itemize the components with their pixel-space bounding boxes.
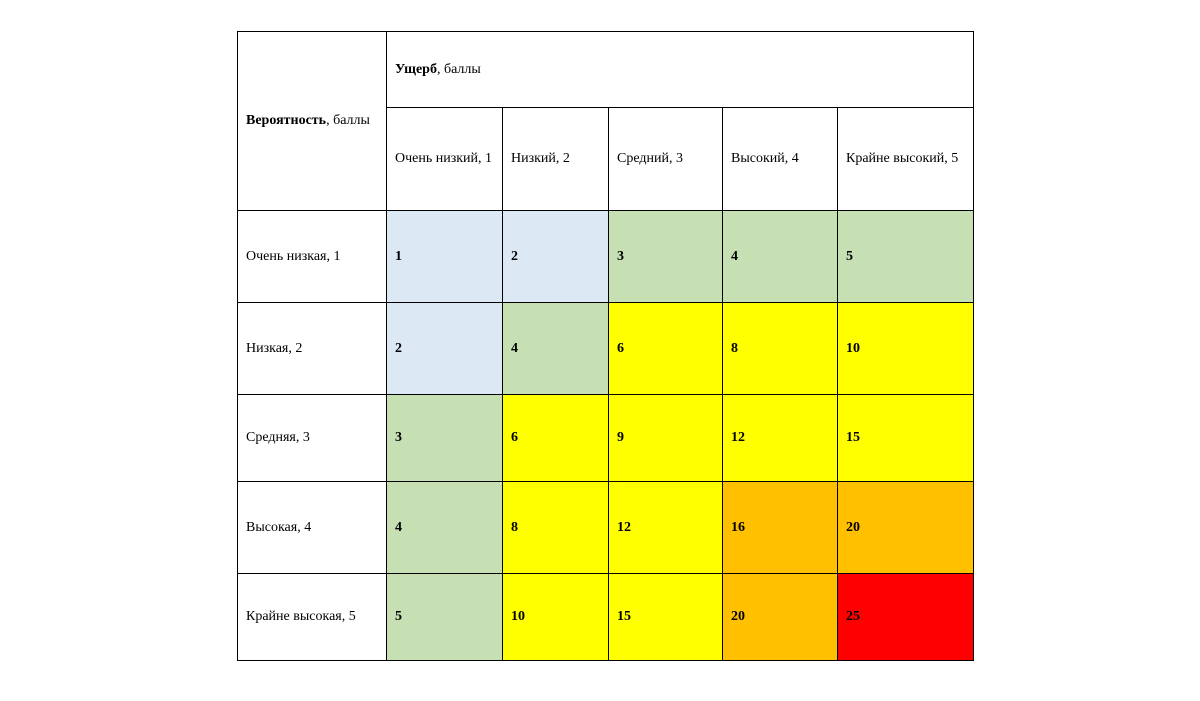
- risk-score-cell: 10: [503, 574, 609, 661]
- risk-score-cell: 4: [503, 303, 609, 395]
- probability-header: [238, 32, 387, 211]
- probability-label: Крайне высокая, 5: [238, 574, 387, 661]
- risk-score-cell: 25: [838, 574, 974, 661]
- table-row: [238, 574, 974, 661]
- risk-score-cell: 15: [838, 395, 974, 482]
- risk-score-cell: 3: [609, 211, 723, 303]
- risk-score-cell: 5: [838, 211, 974, 303]
- risk-score-cell: 1: [387, 211, 503, 303]
- table-row: [238, 482, 974, 574]
- risk-score-cell: 2: [387, 303, 503, 395]
- probability-header-units: , баллы: [326, 113, 370, 128]
- table-row: [238, 211, 974, 303]
- damage-level-header: Очень низкий, 1: [387, 108, 503, 211]
- risk-score-cell: 2: [503, 211, 609, 303]
- damage-header-units: , баллы: [436, 61, 481, 77]
- probability-label: Средняя, 3: [238, 395, 387, 482]
- probability-label: Высокая, 4: [238, 482, 387, 574]
- damage-level-header: Низкий, 2: [503, 108, 609, 211]
- risk-score-cell: 9: [609, 395, 723, 482]
- risk-score-cell: 4: [387, 482, 503, 574]
- risk-score-cell: 12: [723, 395, 838, 482]
- damage-level-header: Высокий, 4: [723, 108, 838, 211]
- damage-level-header: Крайне высокий, 5: [838, 108, 974, 211]
- probability-label: Очень низкая, 1: [238, 211, 387, 303]
- risk-score-cell: 4: [723, 211, 838, 303]
- risk-score-cell: 20: [838, 482, 974, 574]
- risk-score-cell: 8: [723, 303, 838, 395]
- table-row: [238, 395, 974, 482]
- risk-score-cell: 3: [387, 395, 503, 482]
- risk-score-cell: 12: [609, 482, 723, 574]
- damage-header: [387, 32, 974, 108]
- header-row: [238, 32, 974, 108]
- risk-score-cell: 16: [723, 482, 838, 574]
- risk-score-cell: 8: [503, 482, 609, 574]
- risk-score-cell: 6: [609, 303, 723, 395]
- damage-header-bold: Ущерб: [395, 61, 437, 77]
- table-row: [238, 303, 974, 395]
- risk-score-cell: 5: [387, 574, 503, 661]
- risk-matrix-table: [237, 31, 974, 661]
- probability-header-bold: Вероятность: [246, 113, 327, 128]
- probability-label: Низкая, 2: [238, 303, 387, 395]
- risk-score-cell: 10: [838, 303, 974, 395]
- risk-score-cell: 15: [609, 574, 723, 661]
- damage-level-header: Средний, 3: [609, 108, 723, 211]
- risk-score-cell: 20: [723, 574, 838, 661]
- risk-score-cell: 6: [503, 395, 609, 482]
